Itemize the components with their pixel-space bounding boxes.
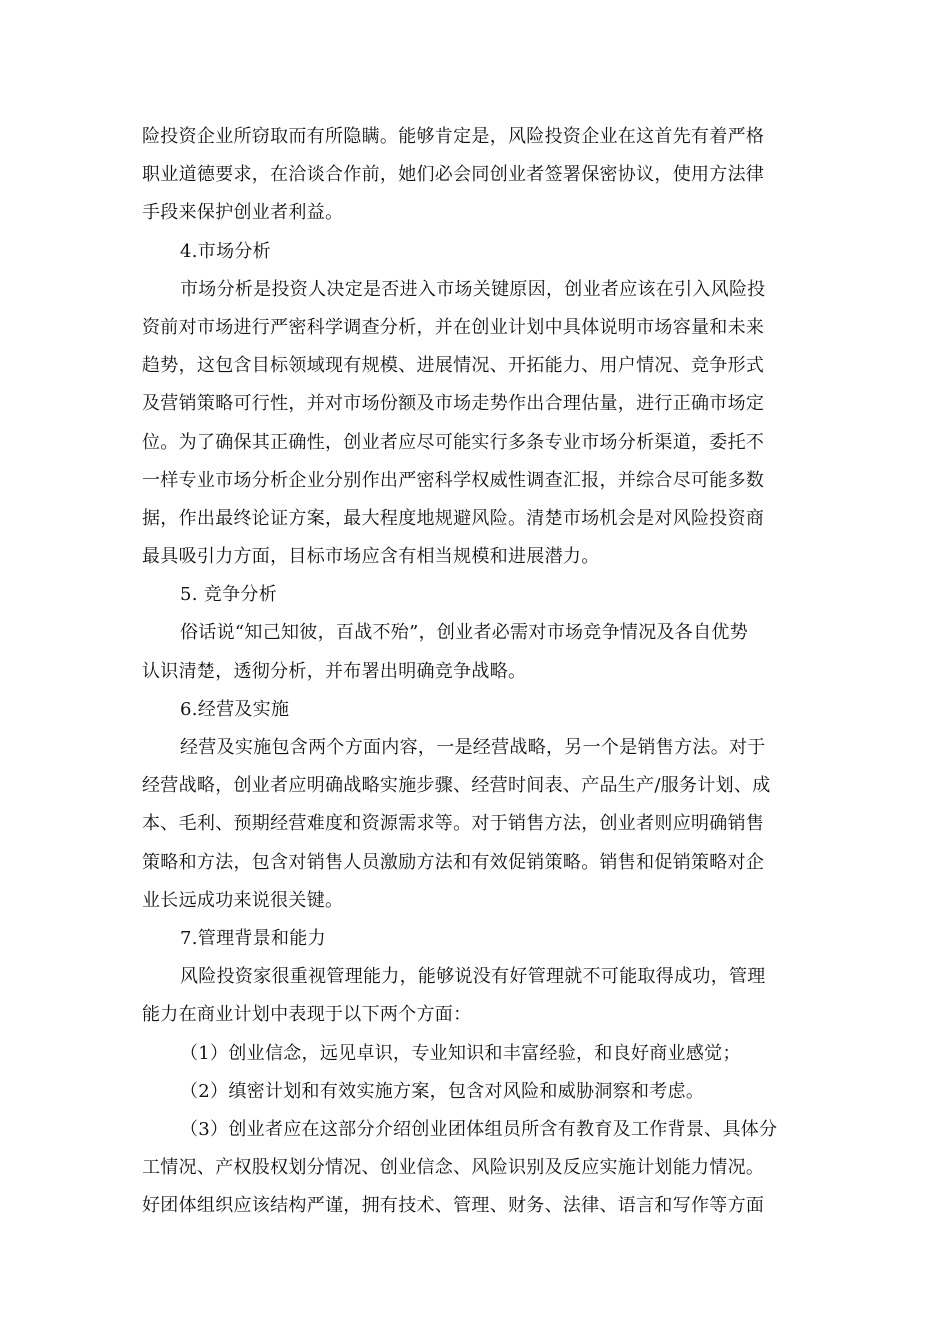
section-heading: 6.经营及实施 bbox=[180, 698, 290, 720]
text-line: 工情况、产权股权划分情况、创业信念、风险识别及反应实施计划能力情况。 bbox=[142, 1157, 765, 1179]
text-line: 手段来保护创业者利益。 bbox=[142, 202, 344, 224]
text-line: 业长远成功来说很关键。 bbox=[142, 889, 344, 911]
text-line: 市场分析是投资人决定是否进入市场关键原因，创业者应该在引入风险投 bbox=[180, 278, 766, 300]
text-line: 职业道德要求，在洽谈合作前，她们必会同创业者签署保密协议，使用方法律 bbox=[142, 164, 765, 186]
text-line: 险投资企业所窃取而有所隐瞒。能够肯定是，风险投资企业在这首先有着严格 bbox=[142, 126, 765, 147]
text-line: 及营销策略可行性，并对市场份额及市场走势作出合理估量，进行正确市场定 bbox=[142, 393, 765, 415]
section-heading: 7.管理背景和能力 bbox=[180, 927, 326, 949]
text-line: 资前对市场进行严密科学调查分析，并在创业计划中具体说明市场容量和未来 bbox=[142, 316, 765, 338]
text-line: 经营战略，创业者应明确战略实施步骤、经营时间表、产品生产/服务计划、成 bbox=[142, 775, 771, 797]
text-line: 趋势，这包含目标领域现有规模、进展情况、开拓能力、用户情况、竞争形式 bbox=[142, 355, 765, 377]
section-heading: 4.市场分析 bbox=[180, 240, 271, 262]
text-line: 好团体组织应该结构严谨，拥有技术、管理、财务、法律、语言和写作等方面 bbox=[142, 1195, 765, 1217]
text-line: 据，作出最终论证方案，最大程度地规避风险。清楚市场机会是对风险投资商 bbox=[142, 507, 765, 529]
section-heading: 5. 竞争分析 bbox=[180, 584, 277, 606]
text-line: （2）缜密计划和有效实施方案，包含对风险和威胁洞察和考虑。 bbox=[180, 1080, 705, 1102]
text-line: 风险投资家很重视管理能力，能够说没有好管理就不可能取得成功，管理 bbox=[180, 966, 766, 988]
text-line: 最具吸引力方面，目标市场应含有相当规模和进展潜力。 bbox=[142, 546, 600, 568]
text-line: 本、毛利、预期经营难度和资源需求等。对于销售方法，创业者则应明确销售 bbox=[142, 813, 765, 835]
text-line: 认识清楚，透彻分析，并布署出明确竞争战略。 bbox=[142, 660, 527, 682]
text-line: 俗话说“知己知彼，百战不殆”，创业者必需对市场竞争情况及各自优势 bbox=[180, 622, 749, 644]
text-line: 位。为了确保其正确性，创业者应尽可能实行多条专业市场分析渠道，委托不 bbox=[142, 431, 765, 453]
document-body bbox=[142, 118, 810, 1225]
text-line: （3）创业者应在这部分介绍创业团体组员所含有教育及工作背景、具体分 bbox=[180, 1118, 778, 1140]
text-line: 能力在商业计划中表现于以下两个方面： bbox=[142, 1004, 472, 1026]
text-line: 一样专业市场分析企业分别作出严密科学权威性调查汇报，并综合尽可能多数 bbox=[142, 469, 765, 491]
text-line: 经营及实施包含两个方面内容，一是经营战略，另一个是销售方法。对于 bbox=[180, 737, 766, 758]
text-line: （1）创业信念，远见卓识，专业知识和丰富经验，和良好商业感觉； bbox=[180, 1042, 741, 1064]
text-line: 策略和方法，包含对销售人员激励方法和有效促销策略。销售和促销策略对企 bbox=[142, 851, 765, 873]
